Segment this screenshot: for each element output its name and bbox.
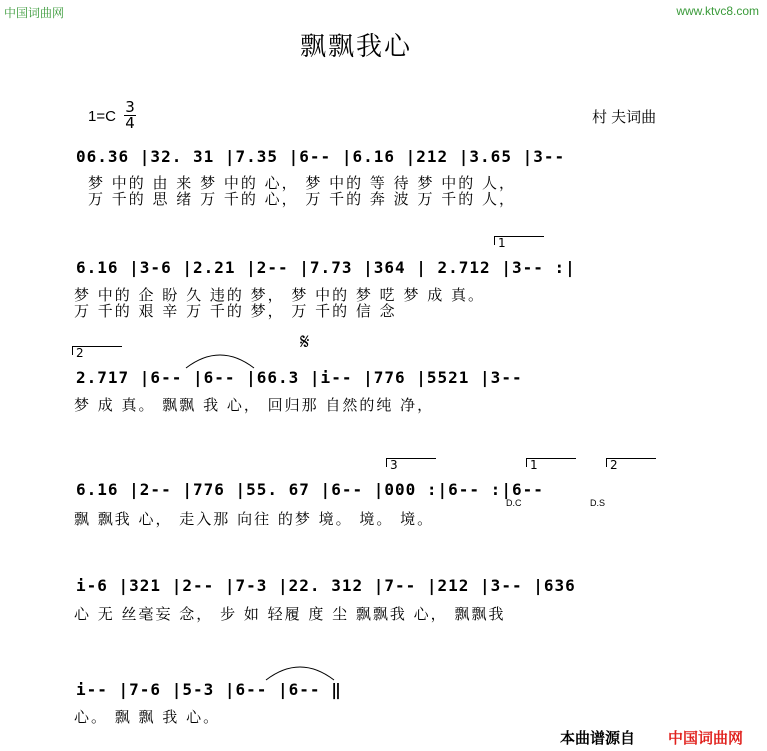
notation-row-2: 6.16 |3-6 |2.21 |2-- |7.73 |364 | 2.712 |3-- :|	[76, 258, 576, 277]
volta-number: 2	[76, 346, 84, 360]
dc-mark: D.C	[506, 498, 522, 508]
notation-row-1: 06.36 |32. 31 |7.35 |6-- |6.16 |212 |3.65 |3--	[76, 147, 566, 166]
volta-number: 2	[610, 458, 618, 472]
lyrics-row-3: 梦 成 真。 飘飘 我 心， 回归那 自然的纯 净，	[74, 396, 435, 414]
volta-number: 1	[530, 458, 538, 472]
time-signature-top: 3	[125, 98, 135, 116]
lyrics-row-2-verse-2: 万 千的 艰 辛 万 千的 梦， 万 千的 信 念	[74, 302, 397, 320]
slur-arc-row-6	[266, 667, 334, 680]
lyrics-row-4: 飘 飘我 心， 走入那 向往 的梦 境。 境。 境。	[74, 510, 435, 528]
segno-sign: 𝄋	[300, 330, 310, 355]
notation-row-6: i-- |7-6 |5-3 |6-- |6-- ‖	[76, 680, 342, 699]
lyrics-row-1-verse-2: 万 千的 思 绪 万 千的 心， 万 千的 奔 波 万 千的 人，	[88, 190, 516, 208]
volta-number: 3	[390, 458, 398, 472]
time-signature-bottom: 4	[125, 114, 135, 132]
watermark-right: www.ktvc8.com	[676, 4, 759, 18]
credit: 村 夫词曲	[592, 109, 657, 126]
notation-row-5: i-6 |321 |2-- |7-3 |22. 312 |7-- |212 |3-- |636	[76, 576, 576, 595]
lyrics-row-2-verse-1: 梦 中的 企 盼 久 违的 梦， 梦 中的 梦 呓 梦 成 真。	[74, 286, 485, 304]
volta-number: 1	[498, 236, 506, 250]
lyrics-row-5: 心 无 丝毫妄 念， 步 如 轻履 度 尘 飘飘我 心， 飘飘我	[74, 605, 506, 623]
ds-mark: D.S	[590, 498, 606, 508]
lyrics-row-1-verse-1: 梦 中的 由 来 梦 中的 心， 梦 中的 等 待 梦 中的 人，	[88, 174, 516, 192]
notation-row-3: 2.717 |6-- |6-- |66.3 |i-- |776 |5521 |3--	[76, 368, 523, 387]
slur-arc-row-3	[186, 355, 254, 368]
notation-row-4: 6.16 |2-- |776 |55. 67 |6-- |000 :|6-- :|6--	[76, 480, 544, 499]
source-label: 本曲谱源自	[560, 729, 636, 747]
page-title: 飘飘我心	[300, 32, 413, 62]
lyrics-row-6: 心。 飘 飘 我 心。	[74, 708, 221, 726]
source-brand: 中国词曲网	[668, 729, 744, 747]
key-signature: 1=C	[88, 108, 116, 125]
watermark-left: 中国词曲网	[4, 6, 65, 20]
